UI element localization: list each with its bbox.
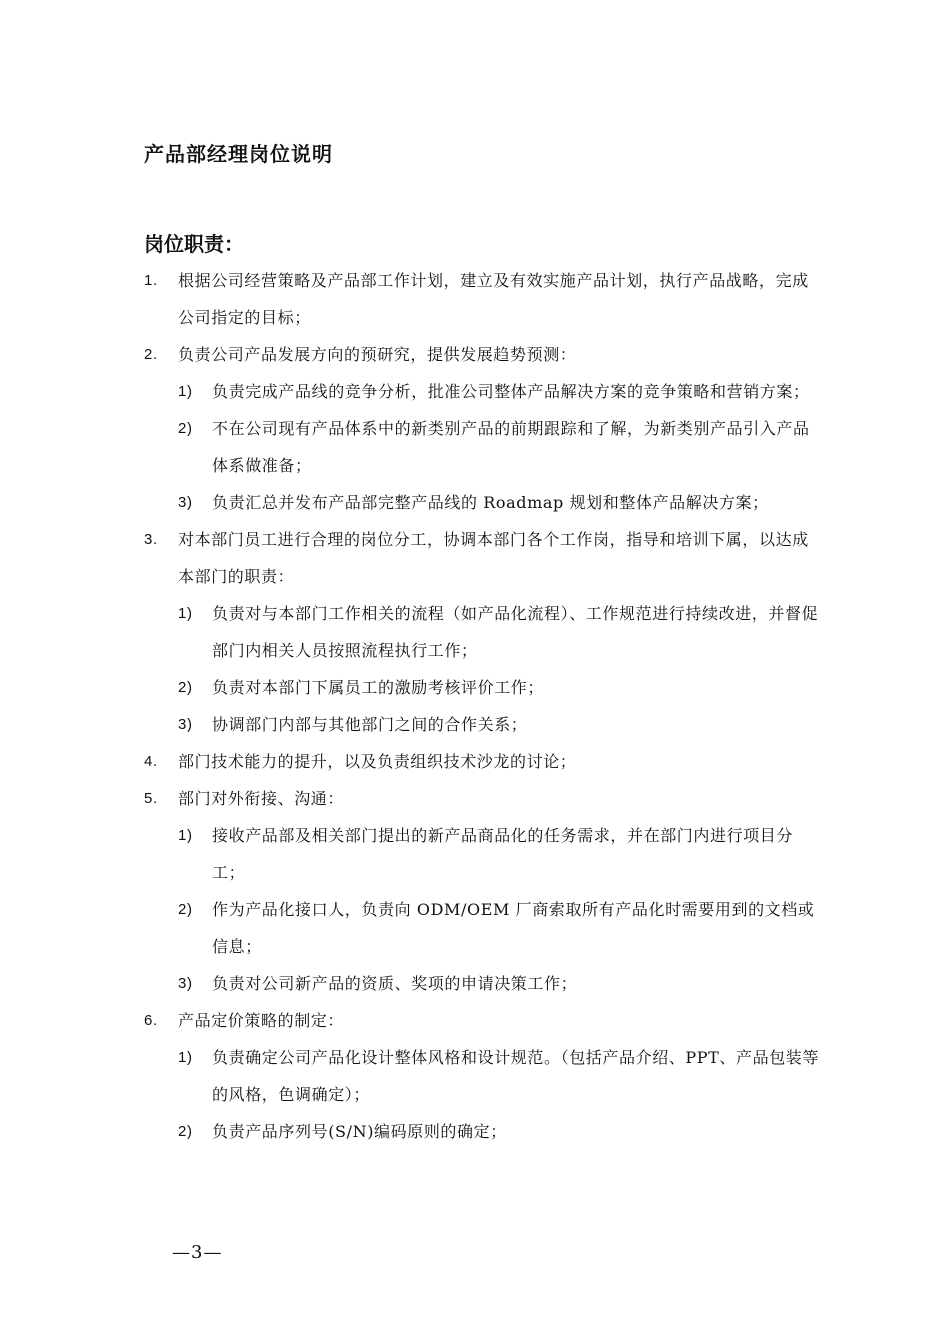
list-subitem-text: 负责对与本部门工作相关的流程（如产品化流程）、工作规范进行持续改进，并督促部门内相关人员按照流程执行工作； bbox=[212, 604, 819, 660]
list-item-text: 负责公司产品发展方向的预研究，提供发展趋势预测： bbox=[178, 345, 577, 364]
list-subitem-text: 负责产品序列号(S/N)编码原则的确定； bbox=[212, 1122, 507, 1141]
list-subitem-number: 3) bbox=[178, 975, 193, 992]
list-subitem bbox=[144, 891, 824, 965]
document-title: 产品部经理岗位说明 bbox=[144, 142, 333, 166]
list-subitem-number: 2) bbox=[178, 1123, 193, 1140]
list-item-number: 6. bbox=[144, 1012, 158, 1029]
list-subitem-text: 接收产品部及相关部门提出的新产品商品化的任务需求，并在部门内进行项目分工； bbox=[212, 826, 794, 882]
list-subitem bbox=[144, 706, 824, 743]
list-subitem bbox=[144, 484, 824, 521]
list-item-text: 部门对外衔接、沟通： bbox=[178, 789, 345, 808]
list-item-text: 产品定价策略的制定： bbox=[178, 1011, 345, 1030]
list-subitem-number: 2) bbox=[178, 901, 193, 918]
list-item bbox=[144, 262, 824, 336]
list-subitem-number: 2) bbox=[178, 420, 193, 437]
list-subitem-text: 不在公司现有产品体系中的新类别产品的前期跟踪和了解，为新类别产品引入产品体系做准备； bbox=[212, 419, 810, 475]
list-subitem-number: 3) bbox=[178, 716, 193, 733]
list-subitem bbox=[144, 373, 824, 410]
list-item-text: 部门技术能力的提升，以及负责组织技术沙龙的讨论； bbox=[178, 752, 577, 771]
list-subitem bbox=[144, 410, 824, 484]
list-item bbox=[144, 1002, 824, 1039]
duties-list bbox=[144, 262, 824, 1150]
list-item-text: 对本部门员工进行合理的岗位分工，协调本部门各个工作岗，指导和培训下属，以达成本部门的职责： bbox=[178, 530, 809, 586]
list-subitem-number: 1) bbox=[178, 383, 193, 400]
list-item bbox=[144, 780, 824, 817]
list-subitem-number: 1) bbox=[178, 605, 193, 622]
list-item-number: 2. bbox=[144, 346, 158, 363]
list-subitem-text: 负责对公司新产品的资质、奖项的申请决策工作； bbox=[212, 974, 578, 993]
page-number: —3— bbox=[172, 1242, 223, 1263]
section-heading-duties: 岗位职责： bbox=[144, 232, 244, 256]
list-item-number: 3. bbox=[144, 531, 158, 548]
list-item-number: 5. bbox=[144, 790, 158, 807]
list-item bbox=[144, 743, 824, 780]
list-subitem-text: 作为产品化接口人，负责向 ODM/OEM 厂商索取所有产品化时需要用到的文档或信息； bbox=[212, 900, 815, 956]
list-subitem-number: 1) bbox=[178, 827, 193, 844]
list-subitem bbox=[144, 595, 824, 669]
list-subitem-text: 负责确定公司产品化设计整体风格和设计规范。（包括产品介绍、PPT、产品包装等的风格，色调确定）； bbox=[212, 1048, 820, 1104]
list-subitem-text: 负责对本部门下属员工的激励考核评价工作； bbox=[212, 678, 545, 697]
list-item bbox=[144, 521, 824, 595]
list-subitem bbox=[144, 965, 824, 1002]
list-subitem-number: 2) bbox=[178, 679, 193, 696]
list-subitem bbox=[144, 1113, 824, 1150]
list-subitem bbox=[144, 1039, 824, 1113]
list-subitem-number: 1) bbox=[178, 1049, 193, 1066]
list-subitem-text: 负责完成产品线的竞争分析，批准公司整体产品解决方案的竞争策略和营销方案； bbox=[212, 382, 810, 401]
list-item-text: 根据公司经营策略及产品部工作计划，建立及有效实施产品计划，执行产品战略，完成公司指定的目标； bbox=[178, 271, 809, 327]
list-item-number: 4. bbox=[144, 753, 158, 770]
list-subitem-text: 协调部门内部与其他部门之间的合作关系； bbox=[212, 715, 528, 734]
list-item-number: 1. bbox=[144, 272, 158, 289]
list-item bbox=[144, 336, 824, 373]
list-subitem-number: 3) bbox=[178, 494, 193, 511]
list-subitem-text: 负责汇总并发布产品部完整产品线的 Roadmap 规划和整体产品解决方案； bbox=[212, 493, 769, 512]
list-subitem bbox=[144, 817, 824, 891]
list-subitem bbox=[144, 669, 824, 706]
